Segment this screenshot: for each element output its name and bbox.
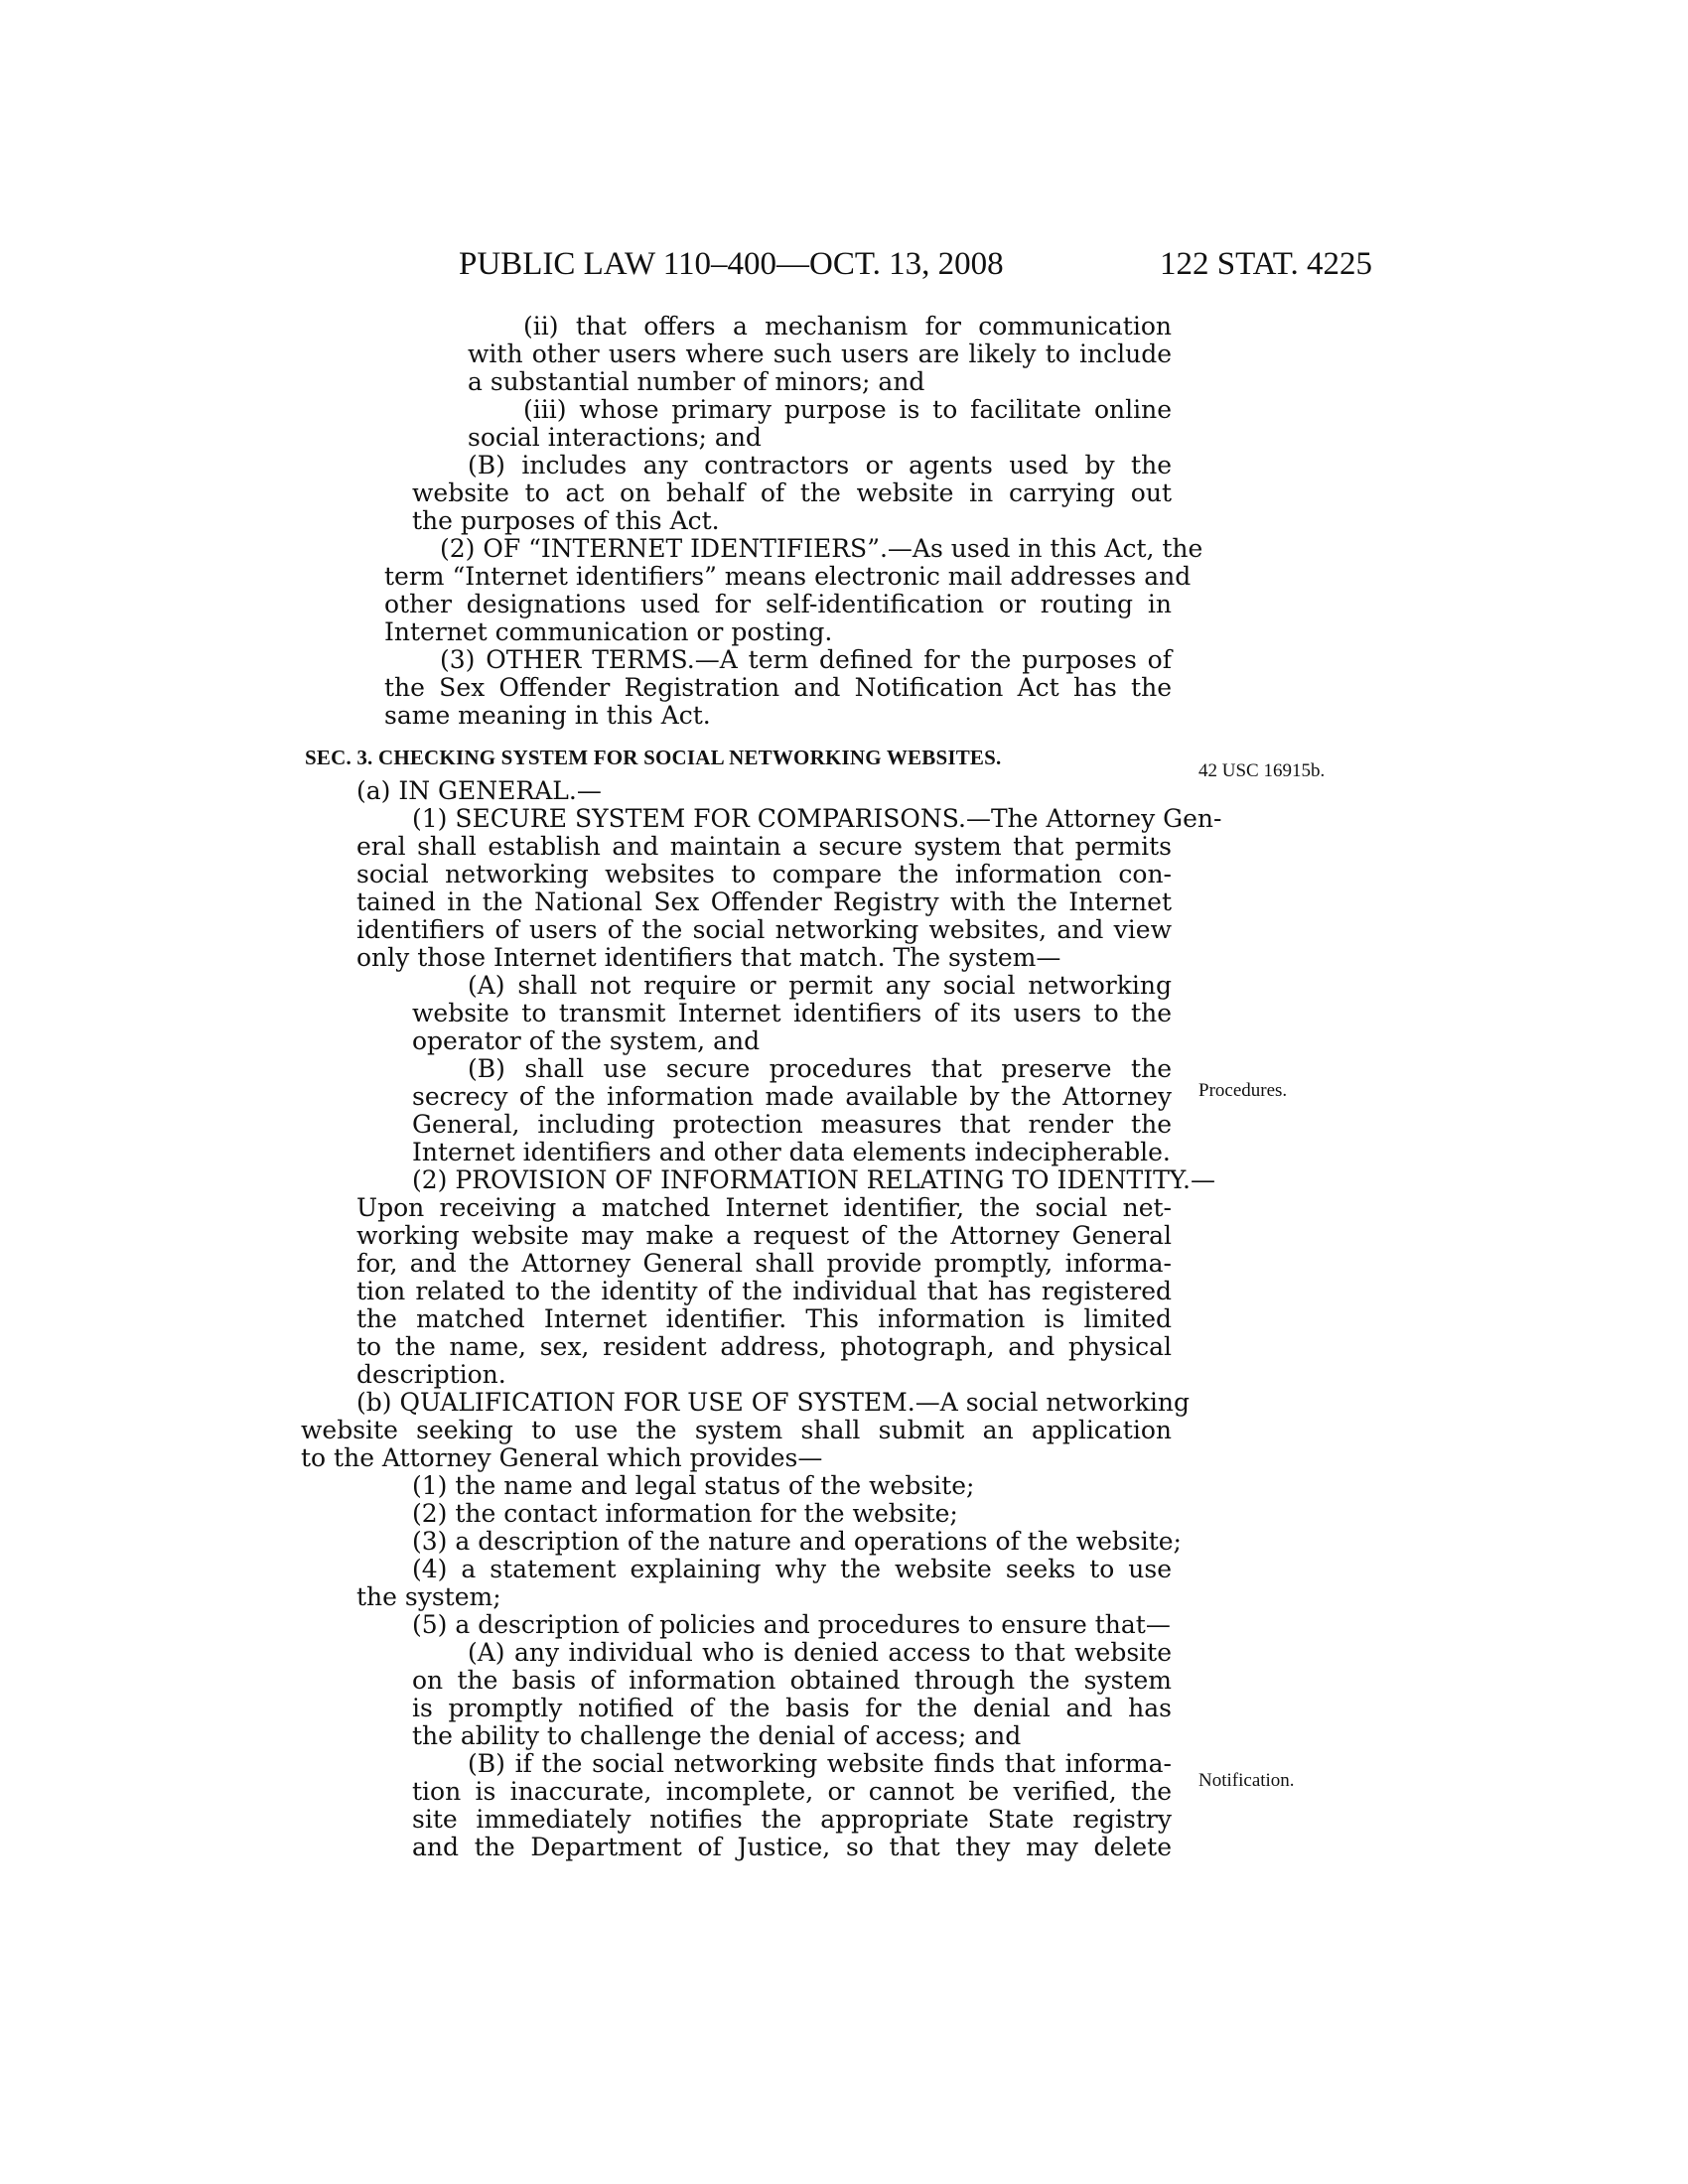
text-line: (2) PROVISION OF INFORMATION RELATING TO IDENTITY.— — [412, 1165, 1215, 1194]
text-line: General, including protection measures that render the — [412, 1110, 1172, 1139]
text-line: a substantial number of minors; and — [468, 367, 925, 396]
text-line: the ability to challenge the denial of access; and — [412, 1721, 1022, 1750]
text-line: website seeking to use the system shall submit an application — [301, 1416, 1172, 1444]
text-line: (A) shall not require or permit any social networking — [468, 971, 1172, 1000]
text-line: (a) IN GENERAL.— — [356, 776, 602, 805]
text-line: the Sex Offender Registration and Notification Act has the — [384, 673, 1172, 702]
text-line: working website may make a request of the Attorney General — [356, 1221, 1172, 1250]
text-line: and the Department of Justice, so that they may delete — [412, 1833, 1172, 1861]
text-line: (B) includes any contractors or agents used by the — [468, 451, 1172, 479]
text-line: (B) if the social networking website finds that informa- — [468, 1749, 1172, 1778]
text-line: description. — [356, 1360, 506, 1389]
text-line: is promptly notified of the basis for the denial and has — [412, 1694, 1172, 1722]
text-line: eral shall establish and maintain a secure system that permits — [356, 832, 1172, 861]
text-line: with other users where such users are likely to include — [468, 340, 1172, 368]
text-line: the purposes of this Act. — [412, 506, 720, 535]
text-line: identifiers of users of the social networking websites, and view — [356, 915, 1172, 944]
text-line: the matched Internet identifier. This information is limited — [356, 1304, 1172, 1333]
text-line: (4) a statement explaining why the website seeks to use — [412, 1555, 1172, 1583]
header-page-number: 122 STAT. 4225 — [1159, 246, 1372, 282]
text-line: (1) the name and legal status of the website; — [412, 1471, 975, 1500]
text-line: other designations used for self-identification or routing in — [384, 590, 1172, 618]
text-line: for, and the Attorney General shall provide promptly, informa- — [356, 1249, 1172, 1278]
definitions-continued — [305, 312, 1203, 730]
text-line: Upon receiving a matched Internet identifier, the social net- — [356, 1193, 1172, 1222]
text-line: term “Internet identifiers” means electronic mail addresses and — [384, 562, 1192, 591]
text-line: only those Internet identifiers that match. The system— — [356, 943, 1061, 972]
text-line: same meaning in this Act. — [384, 701, 711, 730]
text-line: (5) a description of policies and procedures to ensure that— — [412, 1610, 1171, 1639]
text-line: on the basis of information obtained through the system — [412, 1666, 1172, 1695]
text-line: (iii) whose primary purpose is to facilitate online — [523, 395, 1172, 424]
text-line: tion is inaccurate, incomplete, or cannot be verified, the — [412, 1777, 1172, 1806]
text-line: (2) OF “INTERNET IDENTIFIERS”.—As used in this Act, the — [440, 534, 1203, 563]
text-line: secrecy of the information made available by the Attorney — [412, 1082, 1172, 1111]
text-line: to the name, sex, resident address, photograph, and physical — [356, 1332, 1172, 1361]
text-line: site immediately notifies the appropriate State registry — [412, 1805, 1172, 1834]
section-heading: SEC. 3. CHECKING SYSTEM FOR SOCIAL NETWORKING WEBSITES. — [305, 746, 1002, 769]
text-line: Internet communication or posting. — [384, 617, 833, 646]
text-line: Internet identifiers and other data elements indecipherable. — [412, 1138, 1171, 1166]
text-line: the system; — [356, 1582, 501, 1611]
text-line: social networking websites to compare the information con- — [356, 860, 1172, 888]
margin-note-usc: 42 USC 16915b. — [1198, 760, 1326, 781]
text-line: (ii) that offers a mechanism for communication — [523, 312, 1172, 341]
text-line: (A) any individual who is denied access to that website — [468, 1638, 1172, 1667]
text-line: tion related to the identity of the individual that has registered — [356, 1277, 1172, 1305]
text-line: (3) OTHER TERMS.—A term defined for the purposes of — [440, 645, 1172, 674]
text-line: website to act on behalf of the website in carrying out — [412, 478, 1172, 507]
margin-note-notification: Notification. — [1198, 1770, 1295, 1791]
header-law-citation: PUBLIC LAW 110–400—OCT. 13, 2008 — [459, 246, 1004, 282]
text-line: (2) the contact information for the website; — [412, 1499, 958, 1528]
margin-note-procedures: Procedures. — [1198, 1080, 1288, 1101]
text-line: operator of the system, and — [412, 1026, 761, 1055]
text-line: (B) shall use secure procedures that preserve the — [468, 1054, 1172, 1083]
text-line: tained in the National Sex Offender Registry with the Internet — [356, 887, 1172, 916]
section-3-text — [301, 776, 1222, 1861]
text-line: social interactions; and — [468, 423, 762, 452]
page-body — [301, 312, 1222, 1861]
running-header — [459, 246, 1372, 286]
text-line: (b) QUALIFICATION FOR USE OF SYSTEM.—A social networking — [356, 1388, 1191, 1417]
text-line: (3) a description of the nature and operations of the website; — [412, 1527, 1182, 1556]
text-line: website to transmit Internet identifiers of its users to the — [412, 999, 1172, 1027]
text-line: (1) SECURE SYSTEM FOR COMPARISONS.—The Attorney Gen- — [412, 804, 1222, 833]
text-line: to the Attorney General which provides— — [301, 1443, 823, 1472]
